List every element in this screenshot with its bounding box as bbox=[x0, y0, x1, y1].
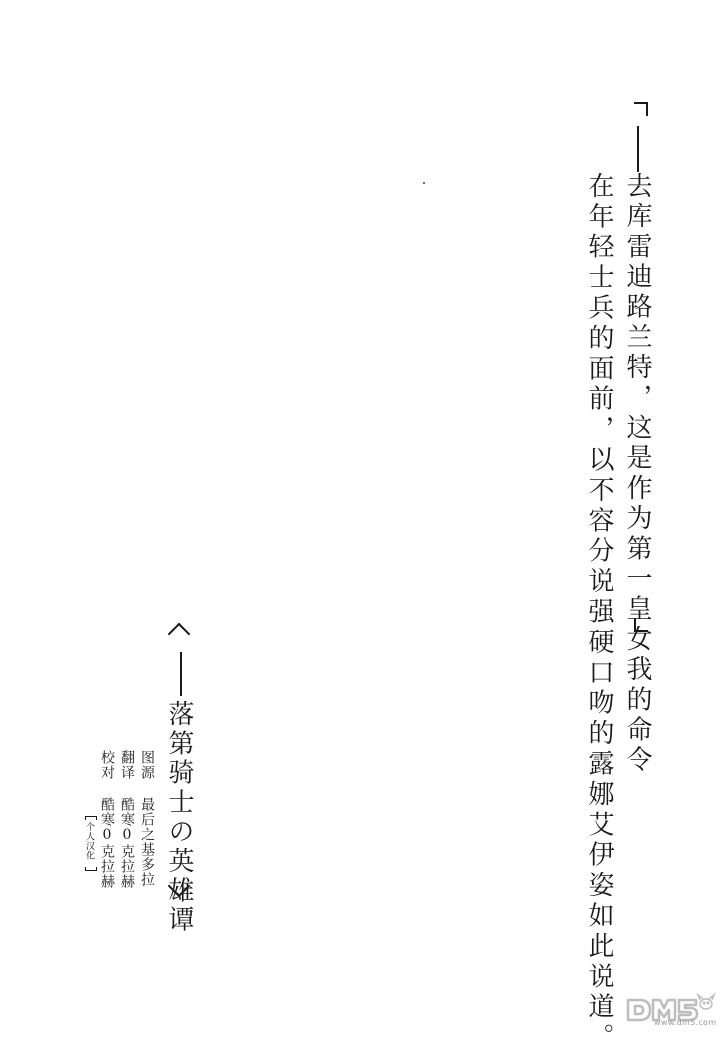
quote-open-bracket bbox=[632, 92, 650, 120]
paper-speck bbox=[423, 182, 425, 184]
dm5-url[interactable]: www.dm5.com bbox=[654, 1018, 717, 1027]
series-title: 落第骑士の英雄谭 bbox=[164, 700, 194, 936]
credit-source: 图源 最后之基多拉 bbox=[139, 750, 155, 887]
title-open-chevron bbox=[168, 622, 194, 644]
quote-text: 去库雷迪路兰特，这是作为第一皇女我的命令 bbox=[622, 172, 652, 776]
title-close-chevron bbox=[168, 880, 194, 902]
group-note-bracket-bottom bbox=[85, 867, 97, 871]
credit-proofreading: 校对 酷寒0克拉赫 bbox=[99, 750, 115, 889]
quote-dash bbox=[637, 126, 639, 172]
credit-translation: 翻译 酷寒0克拉赫 bbox=[119, 750, 135, 889]
quote-close-bracket bbox=[632, 608, 650, 636]
narration-text: 在年轻士兵的面前，以不容分说强硬口吻的露娜艾伊姿如此说道。 bbox=[584, 172, 614, 1054]
title-dash bbox=[180, 652, 182, 696]
group-note: 个人汉化 bbox=[84, 822, 94, 860]
